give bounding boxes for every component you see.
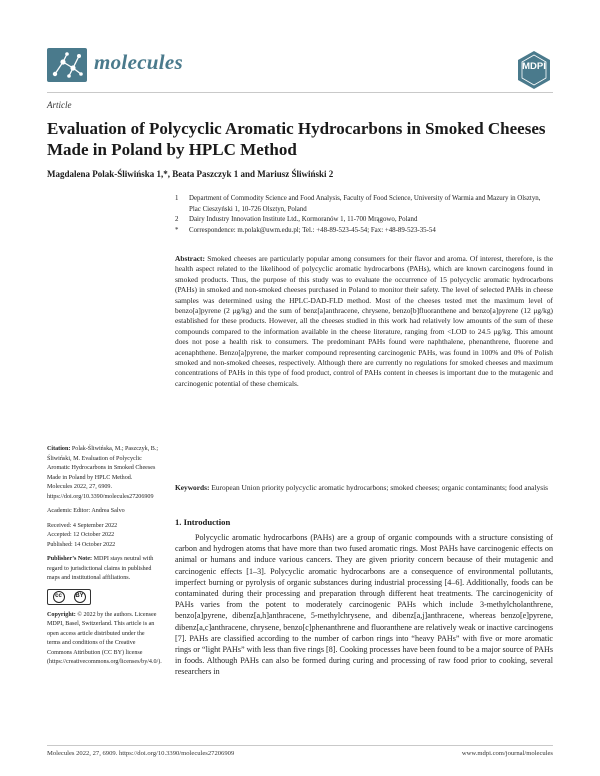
section-heading: 1. Introduction — [175, 517, 231, 527]
header-divider — [47, 92, 553, 93]
footer-journal-url[interactable]: www.mdpi.com/journal/molecules — [461, 750, 553, 757]
affiliation-item — [175, 194, 553, 215]
keywords-label: Keywords: — [175, 483, 210, 492]
publisher-note-text: MDPI stays neutral with regard to jurisdictional claims in published maps and institutional affiliations. — [47, 556, 154, 581]
article-title: Evaluation of Polycyclic Aromatic Hydrocarbons in Smoked Cheeses Made in Poland by HPLC Method — [47, 119, 546, 159]
abstract-label: Abstract: — [175, 254, 205, 263]
cc-icon: cc — [53, 591, 65, 603]
accepted-date: Accepted: 12 October 2022 — [47, 532, 115, 538]
copyright-block — [47, 611, 162, 668]
publisher-name: MDPI — [522, 61, 546, 72]
cc-license-badge[interactable] — [47, 589, 91, 605]
affiliation-item — [175, 215, 553, 226]
introduction-text: Polycyclic aromatic hydrocarbons (PAHs) are a group of organic compounds with a structure consisting of carbon and hydrogen atoms that have more than two fused aromatic rings. Most PAHs have carcinogenic effects on animal or humans and induce various cancers. They are given priority concern because of their mutagenic and carcinogenic effects [1–3]. Polycyclic aromatic hydrocarbons are a consequence of environmental pollutants, imperfect burning or pyrolysis of organic substances during industrial processing [4–6]. Additionally, foods can be contaminated during their processing and preparation through different heat treatments. The carcinogenicity of PAHs varies from the potent to moderately carcinogenic PAHs which include 3-methylcholanthrene, benzo[a]pyrene, dibenz[a,h]anthracene, 5-methylchrysene, and dibenz[a,j]anthracene, whereas benzo[e]pyrene, dibenz[a,c]anthracene, chrysene, benzo[c]phenanthrene and fluoranthene are relatively weak or inactive carcinogens [7]. PAHs are classified according to the number of carbon rings into “heavy PAHs” with five or more aromatic rings or “light PAHs” with less than five rings [8]. Cooking processes have been found to be a major source of PAHs in foods. Although PAHs can also be formed during curing and processing of raw food prior to cooking, several researchers in — [175, 533, 553, 677]
page-header — [0, 0, 600, 90]
publisher-note-label: Publisher’s Note: — [47, 556, 93, 562]
affiliation-text: Dairy Industry Innovation Institute Ltd., Kormoranów 1, 11-700 Mrągowo, Poland — [189, 216, 418, 223]
publisher-logo — [516, 50, 552, 90]
abstract-text: Smoked cheeses are particularly popular among consumers for their flavor and aroma. Of interest, therefore, is the health aspect related to the likelihood of polycyclic aromatic hydrocarbons (PAHs), which are known carcinogens found in smoked products. Thus, the purpose of this study was to evaluate the occurrence of 15 polycyclic aromatic hydrocarbons (PAHs) in smoked and non-smoked cheeses purchased in Poland to monitor their safety. The level of selected PAHs in cheese samples was determined using the HPLC-DAD-FLD method. Most of the cheeses tested met the maximum level of benzo[a]pyrene (2 μg/kg) and the sum of benz[a]anthracene, chrysene, benzo[b]fluoranthene and benzo[a]pyrene (12 μg/kg) established for these products. However, all the cheeses studied in this work had relatively low amounts of the sum of these compounds compared to the information available in the cheese literature, ranging from <LOD to 24.5 μg/kg. This amount does not pose a health risk to consumers. The predominant PAHs found were naphthalene, phenanthrene, fluorene and acenaphthene. Benzo[a]pyrene, the marker compound representing carcinogenic PAHs, was found in 100% and 0% of Polish smoked and non-smoked cheeses, respectively. Although there are currently no regulations for smoked cheeses and maximum concentrations of PAHs in this type of food product, control of PAHs content in cheeses is important due to the mutagenic and carcinogenic potential of these chemicals. — [175, 254, 553, 388]
keywords-text: European Union priority polycyclic aromatic hydrocarbons; smoked cheeses; organic contaminants; food analysis — [211, 483, 549, 492]
affiliation-marker: 2 — [175, 216, 179, 223]
publisher-note — [47, 555, 159, 584]
citation-block — [47, 445, 159, 502]
journal-name: molecules — [94, 50, 184, 74]
molecule-network-icon — [47, 48, 87, 82]
author-list: Magdalena Polak-Śliwińska 1,*, Beata Paszczyk 1 and Mariusz Śliwiński 2 — [47, 169, 334, 179]
affiliation-marker: 1 — [175, 195, 179, 202]
sidebar — [47, 445, 162, 673]
keywords — [175, 483, 553, 493]
by-attribution-icon: BY — [74, 591, 86, 603]
published-date: Published: 14 October 2022 — [47, 541, 116, 548]
affiliation-item — [175, 226, 553, 237]
affiliation-list — [175, 194, 553, 236]
affiliation-marker: * — [175, 226, 179, 234]
copyright-text: © 2022 by the authors. Licensee MDPI, Basel, Switzerland. This article is an open access article distributed under the terms and conditions of the Creative Commons Attribution (CC BY) license (https://creativecommons.org/licenses/by/4.0/). — [47, 611, 162, 665]
citation-label: Citation: — [47, 446, 71, 452]
footer-divider — [47, 745, 553, 746]
correspondence-text: Correspondence: m.polak@uwm.edu.pl; Tel.: +48-89-523-45-54; Fax: +48-89-523-35-54 — [189, 226, 436, 234]
academic-editor: Academic Editor: Andrea Salvo — [47, 508, 125, 514]
citation-text: Polak-Śliwińska, M.; Paszczyk, B.; Śliwiński, M. Evaluation of Polycyclic Aromatic Hydrocarbons in Smoked Cheeses Made in Poland by HPLC Method. Molecules 2022, 27, 6909. https://doi.org/10.3390/molecules27206909 — [47, 446, 159, 500]
copyright-label: Copyright: — [47, 611, 76, 618]
affiliation-text: Department of Commodity Science and Food Analysis, Faculty of Food Science, University of Warmia and Mazury in Olsztyn, Plac Cieszyński 1, 10-726 Olsztyn, Poland — [189, 195, 541, 213]
footer-citation: Molecules 2022, 27, 6909. https://doi.org/10.3390/molecules27206909 — [47, 750, 235, 757]
received-date: Received: 4 September 2022 — [47, 522, 118, 529]
article-type: Article — [47, 100, 72, 110]
abstract — [175, 254, 553, 389]
